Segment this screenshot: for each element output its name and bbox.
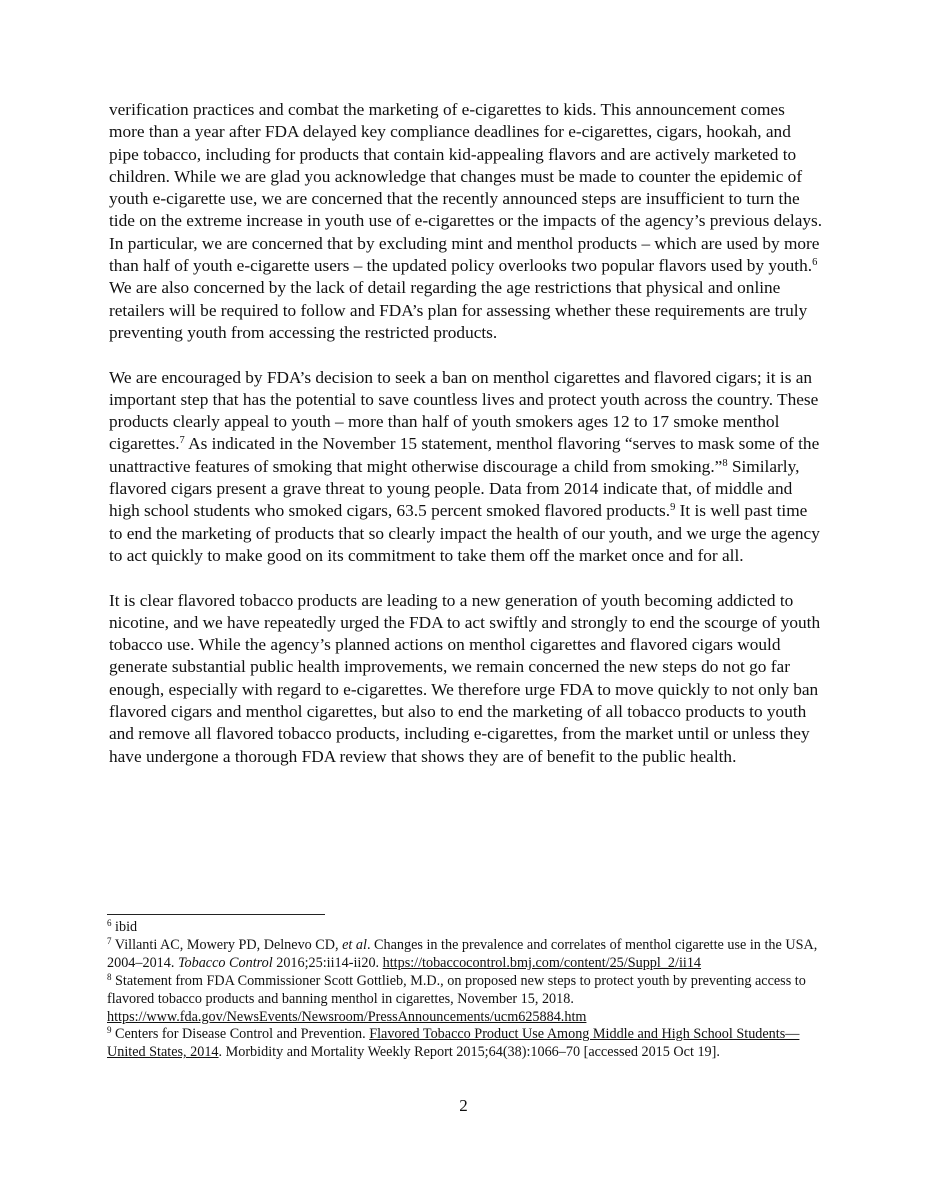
footnote-text: ibid xyxy=(115,919,138,935)
paragraph-text: It is clear flavored tobacco products are leading to a new generation of youth becoming addicted to nicotine, and we have repeatedly urged the FDA to act swiftly and strongly to end the scourge of youth tobacco use. While the agency’s planned actions on menthol cigarettes and flavored cigars would generate substantial public health improvements, we remain concerned the new steps do not go far enough, especially with regard to e-cigarettes. We therefore urge FDA to move quickly to not only ban flavored cigars and menthol cigarettes, but also to end the marketing of all tobacco products to youth and remove all flavored tobacco products, including e-cigarettes, from the market until or unless they have undergone a thorough FDA review that shows they are of benefit to the public health. xyxy=(109,590,821,766)
footnote-text: Statement from FDA Commissioner Scott Gottlieb, M.D., on proposed new steps to protect youth by preventing access to flavored tobacco products and banning menthol in cigarettes, November 15, 2018. xyxy=(107,972,806,1007)
footnote-number: 6 xyxy=(107,918,112,928)
paragraph-text: It is well past time to end the marketing of products that so clearly impact the health of our youth, and we urge the agency to act quickly to make good on its commitment to take them off the market once and for all. xyxy=(109,501,820,565)
paragraph-flavor-policy xyxy=(109,99,824,344)
paragraph-text: As indicated in the November 15 statement, menthol flavoring “serves to mask some of the unattractive features of smoking that might otherwise discourage a child from smoking.” xyxy=(109,434,820,476)
page-number: 2 xyxy=(459,1096,468,1115)
footnote-9 xyxy=(107,1026,832,1062)
footnote-ref-8: 8 xyxy=(722,457,728,469)
footnote-ref-6: 6 xyxy=(812,257,818,269)
paragraph-conclusion xyxy=(109,590,824,768)
paragraph-text: Similarly, flavored cigars present a grave threat to young people. Data from 2014 indicate that, of middle and high school students who smoked cigars, 63.5 percent smoked flavored products. xyxy=(109,456,800,521)
footnote-text: Centers for Disease Control and Prevention. xyxy=(115,1026,370,1043)
paragraph-text: We are encouraged by FDA’s decision to seek a ban on menthol cigarettes and flavored cigars; it is an important step that has the potential to save countless lives and protect youth across the country. These products clearly appeal to youth – more than half of youth smokers ages 12 to 17 smoke menthol cigarettes. xyxy=(109,367,819,454)
footnote-7 xyxy=(107,937,832,973)
footnote-text: . Morbidity and Mortality Weekly Report 2015;64(38):1066–70 [accessed 2015 Oct 19]. xyxy=(218,1044,720,1061)
footnote-authors: Villanti AC, Mowery PD, Delnevo CD, xyxy=(114,936,343,953)
footnote-etal: et al xyxy=(342,936,367,953)
footnote-ref-9: 9 xyxy=(670,502,676,514)
footnotes xyxy=(107,919,832,1062)
footnote-ref-7: 7 xyxy=(179,435,185,447)
footnote-divider xyxy=(107,914,325,915)
footnote-6 xyxy=(107,919,832,937)
footnote-8 xyxy=(107,973,832,1027)
footnote-number: 9 xyxy=(107,1025,112,1036)
footnote-number: 8 xyxy=(107,971,112,982)
paragraph-text: We are also concerned by the lack of detail regarding the age restrictions that physical and online retailers will be required to follow and FDA’s plan for assessing whether these requirements are truly preventing youth from accessing the restricted products. xyxy=(109,278,808,342)
footnote-link[interactable]: Flavored Tobacco Product Use Among Middle and High School Students—United States, 2014 xyxy=(107,1026,800,1061)
footnote-citation: 2016;25:ii14-ii20. xyxy=(272,954,383,971)
footnote-title: . Changes in the prevalence and correlates of menthol cigarette use in the USA, 2004–2014. xyxy=(107,936,818,971)
letter-body xyxy=(109,99,824,768)
footnote-link[interactable]: https://www.fda.gov/NewsEvents/Newsroom/PressAnnouncements/ucm625884.htm xyxy=(107,1008,587,1025)
footnote-number: 7 xyxy=(107,935,112,946)
footnote-link[interactable]: https://tobaccocontrol.bmj.com/content/25/Suppl_2/ii14 xyxy=(382,954,702,971)
paragraph-menthol-ban xyxy=(109,367,824,568)
footnote-journal: Tobacco Control xyxy=(177,954,273,971)
paragraph-text: verification practices and combat the marketing of e-cigarettes to kids. This announcement comes more than a year after FDA delayed key compliance deadlines for e-cigarettes, cigars, hookah, and pipe tobacco, including for products that contain kid-appealing flavors and are actively marketed to children. While we are glad you acknowledge that changes must be made to counter the epidemic of youth e-cigarette use, we are concerned that the recently announced steps are insufficient to turn the tide on the extreme increase in youth use of e-cigarettes or the impacts of the agency’s previous delays. In particular, we are concerned that by excluding mint and menthol products – which are used by more than half of youth e-cigarette users – the updated policy overlooks two popular flavors used by youth. xyxy=(109,100,823,276)
